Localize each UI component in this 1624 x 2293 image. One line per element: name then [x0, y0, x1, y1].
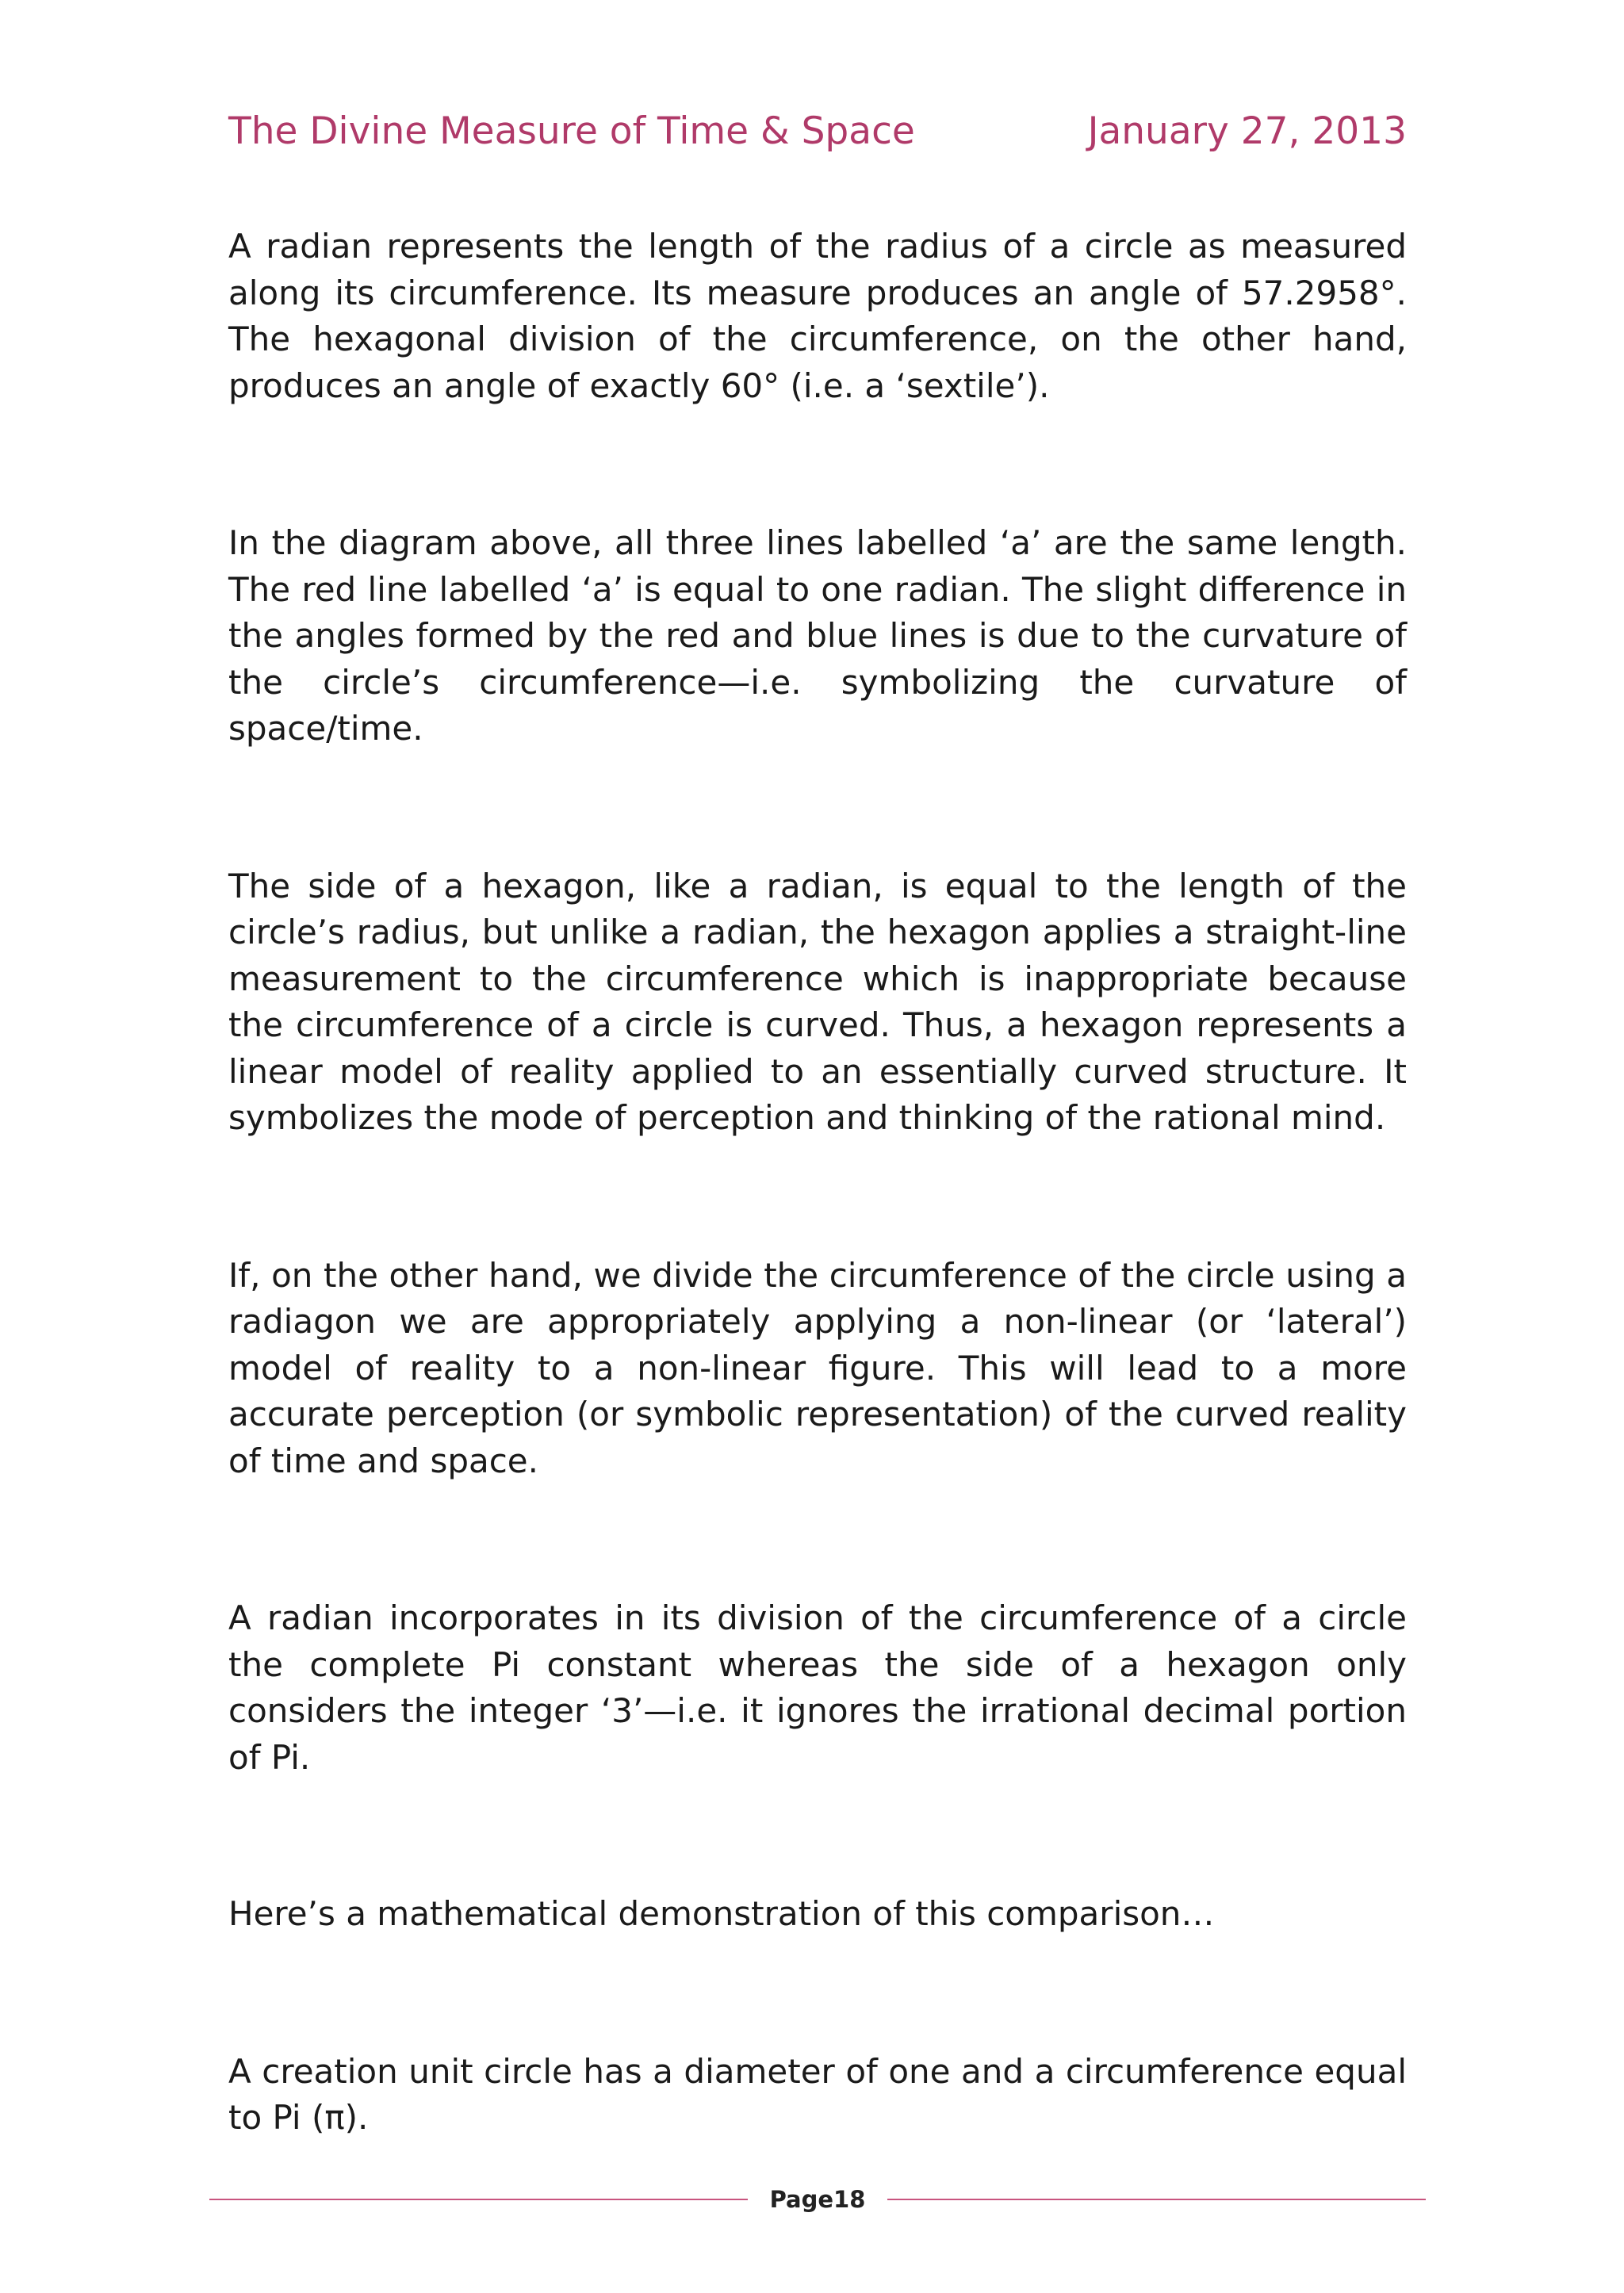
paragraph-spacer — [228, 1484, 1407, 1595]
paragraph-spacer — [228, 409, 1407, 520]
page-header — [228, 109, 1407, 153]
paragraph-demonstration: Here’s a mathematical demonstration of this comparison… — [228, 1894, 1215, 1933]
paragraph-radian: A radian represents the length of the radius of a circle as measured along its circumference. Its measure produces an angle of 57.2958°. The hexagonal division of the circumference, on the other hand, produces an angle of exactly 60° (i.e. a ‘sextile’). — [228, 227, 1407, 405]
footer-rule-right — [887, 2199, 1426, 2200]
body-text — [228, 224, 1407, 2142]
footer-rule-left — [209, 2199, 748, 2200]
paragraph-hexagon: The side of a hexagon, like a radian, is equal to the length of the circle’s radius, but unlike a radian, the hexagon applies a straight-line measurement to the circumference which is inappropriate because the circumference of a circle is curved. Thus, a hexagon represents a linear model of reality applied to an essentially curved structure. It symbolizes the mode of perception and thinking of the rational mind. — [228, 866, 1407, 1137]
paragraph-diagram: In the diagram above, all three lines labelled ‘a’ are the same length. The red line labelled ‘a’ is equal to one radian. The slight difference in the angles formed by the red and blue lines is due to the curvature of the circle’s circumference—i.e. symbolizing the curvature of space/time. — [228, 523, 1407, 748]
paragraph-spacer — [228, 752, 1407, 863]
paragraph-pi: A radian incorporates in its division of the circumference of a circle the complete Pi constant whereas the side of a hexagon only considers the integer ‘3’—i.e. it ignores the irrational decimal portion of Pi. — [228, 1598, 1407, 1777]
paragraph-spacer — [228, 1142, 1407, 1253]
paragraph-spacer — [228, 1781, 1407, 1891]
paragraph-spacer — [228, 1938, 1407, 2049]
paragraph-unit-circle: A creation unit circle has a diameter of one and a circumference equal to Pi (π). — [228, 2051, 1407, 2137]
document-title: The Divine Measure of Time & Space — [228, 109, 915, 153]
document-date: January 27, 2013 — [1087, 109, 1407, 153]
page-footer — [209, 2184, 1426, 2215]
page-number: Page18 — [769, 2186, 866, 2213]
paragraph-radiagon: If, on the other hand, we divide the circumference of the circle using a radiagon we are appropriately applying a non-linear (or ‘lateral’) model of reality to a non-linear figure. This will lead to a more accurate perception (or symbolic representation) of the curved reality of time and space. — [228, 1255, 1407, 1480]
